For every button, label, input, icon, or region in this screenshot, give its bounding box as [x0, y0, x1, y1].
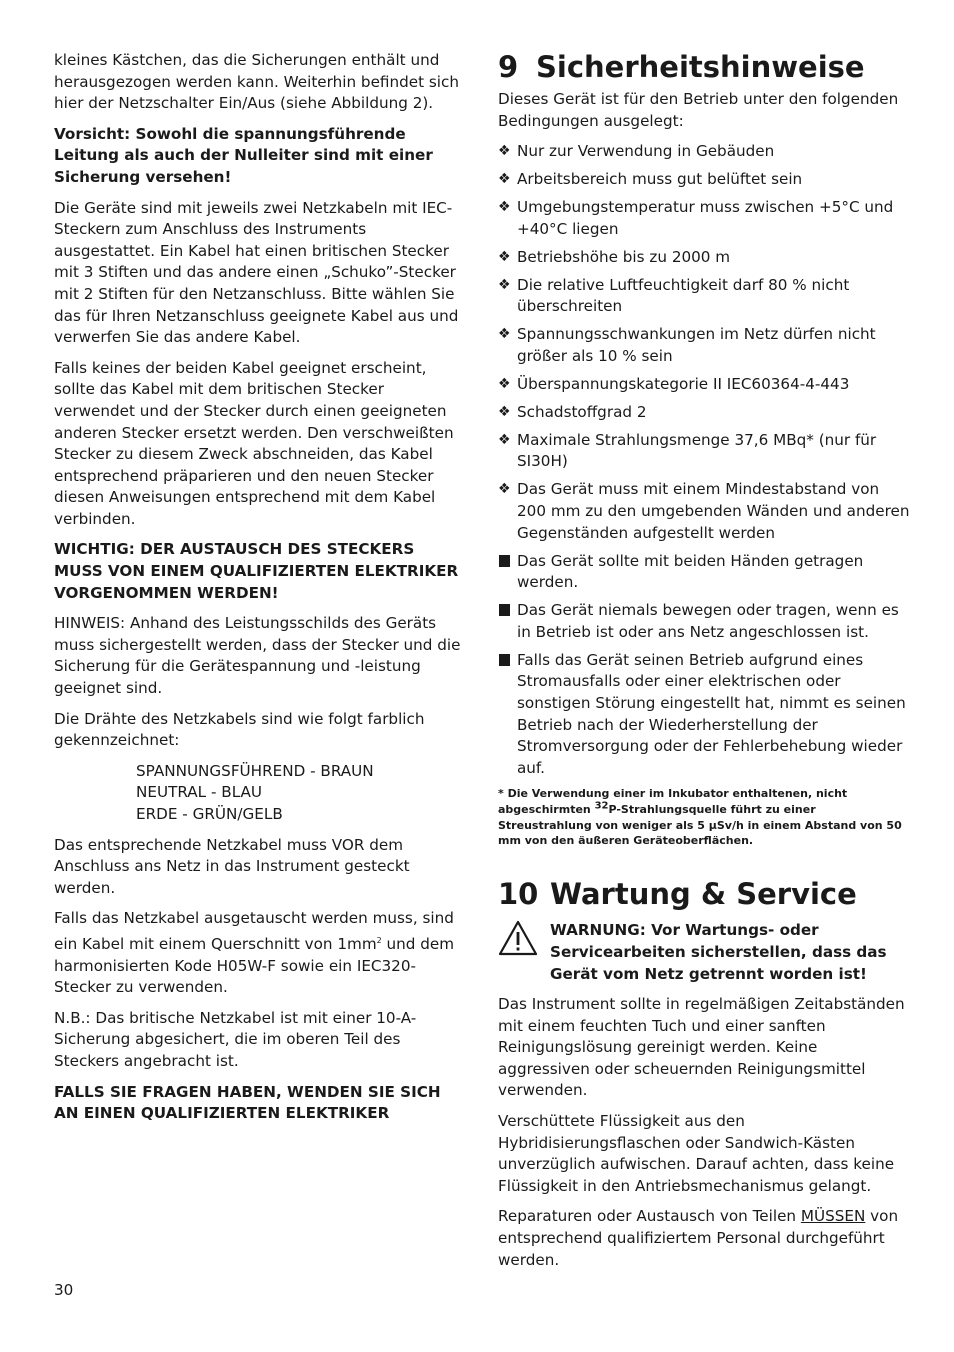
warning-text: WARNUNG: Vor Wartungs- oder Servicearbeiten sicherstellen, dass das Gerät vom Netz getrennt worden ist!	[550, 921, 887, 983]
list-item: ❖ Schadstoffgrad 2	[498, 402, 912, 424]
diamond-bullet-icon: ❖	[498, 248, 511, 265]
right-column	[498, 50, 912, 1280]
page-number: 30	[54, 1281, 74, 1299]
square-bullet-icon	[499, 555, 510, 567]
paragraph-plug-replacement: Falls keines der beiden Kabel geeignet erscheint, sollte das Kabel mit dem britischen Stecker verwendet und der Stecker durch einen geeigneten anderen Stecker ersetzt werden. Den verschweißten Stecker zu diesem Zweck abschneiden, das Kabel entsprechend präparieren und den neuen Stecker diesen Anweisungen entsprechend mit dem Kabel verbinden.	[54, 358, 454, 528]
wire-live: SPANNUNGSFÜHREND - BRAUN	[136, 761, 374, 780]
paragraph-cable-spec: Falls das Netzkabel ausgetauscht werden muss, sind ein Kabel mit einem Querschnitt von $1mm^2$ und dem harmonisierten Kode H05W-F sowie ein IEC320-Stecker zu verwenden.	[54, 909, 455, 997]
list-item: ❖ Arbeitsbereich muss gut belüftet sein	[498, 169, 912, 191]
diamond-bullet-icon: ❖	[498, 481, 511, 498]
diamond-bullet-icon: ❖	[498, 403, 511, 420]
list-item: ❖ Die relative Luftfeuchtigkeit darf 80 % nicht überschreiten	[498, 275, 850, 316]
radiation-footnote: * Die Verwendung einer im Inkubator enthaltenen, nicht abgeschirmten $^{32}$P-Strahlungsquelle führt zu einer Streustrahlung von weniger als 5 µSv/h in einem Abstand von 50 mm von den äußeren Geräteoberflächen.	[498, 786, 902, 848]
rules-list	[498, 551, 912, 780]
wire-neutral: NEUTRAL - BLAU	[136, 783, 263, 802]
list-item: Das Gerät sollte mit beiden Händen getragen werden.	[498, 551, 912, 594]
wire-earth: ERDE - GRÜN/GELB	[136, 805, 283, 823]
diamond-bullet-icon: ❖	[498, 276, 511, 293]
paragraph-power-cables: Die Geräte sind mit jeweils zwei Netzkabeln mit IEC-Steckern zum Anschluss des Instruments ausgestattet. Ein Kabel hat einen britischen Stecker mit 3 Stiften und das andere einen „Schuko”-Stecker mit 2 Stiften für den Netzanschluss. Bitte wählen Sie das für Ihren Netzanschluss geeignete Kabel aus und verwerfen Sie das andere Kabel.	[54, 198, 459, 347]
list-item: ❖ Spannungsschwankungen im Netz dürfen nicht größer als 10 % sein	[498, 325, 876, 365]
paragraph-nb-fuse: N.B.: Das britische Netzkabel ist mit einer 10-A-Sicherung abgesichert, die im oberen Teil des Steckers angebracht ist.	[54, 1008, 417, 1070]
list-item: ❖ Das Gerät muss mit einem Mindestabstand von 200 mm zu den umgebenden Wänden und anderen Gegenständen aufgestellt werden	[498, 480, 910, 542]
left-column	[54, 50, 468, 1134]
paragraph-repairs: Reparaturen oder Austausch von Teilen MÜSSEN von entsprechend qualifiziertem Personal durchgeführt werden.	[498, 1207, 899, 1269]
paragraph-cable-before-connect: Das entsprechende Netzkabel muss VOR dem Anschluss ans Netz in das Instrument gesteckt werden.	[54, 835, 410, 897]
diamond-bullet-icon: ❖	[498, 143, 511, 160]
list-item: ❖ Maximale Strahlungsmenge 37,6 MBq* (nur für SI30H)	[498, 430, 877, 471]
conditions-list	[498, 141, 912, 544]
list-item: ❖ Betriebshöhe bis zu 2000 m	[498, 247, 912, 269]
paragraph-spills: Verschüttete Flüssigkeit aus den Hybridisierungsflaschen oder Sandwich-Kästen unverzüglich aufwischen. Darauf achten, dass keine Flüssigkeit in den Antriebsmechanismus gelangt.	[498, 1112, 895, 1195]
diamond-bullet-icon: ❖	[498, 199, 511, 216]
important-note: WICHTIG: DER AUSTAUSCH DES STECKERS MUSS VON EINEM QUALIFIZIERTEN ELEKTRIKER VORGENOMMEN WERDEN!	[54, 540, 459, 602]
list-item: ❖ Überspannungskategorie II IEC60364-4-443	[498, 374, 912, 396]
list-item: ❖ Nur zur Verwendung in Gebäuden	[498, 141, 912, 163]
paragraph-hinweis: HINWEIS: Anhand des Leistungsschilds des Geräts muss sichergestellt werden, dass der Stecker und die Sicherung für die Gerätespannung und -leistung geeignet sind.	[54, 614, 461, 698]
list-item: Falls das Gerät seinen Betrieb aufgrund eines Stromausfalls oder einer elektrischen oder sonstigen Störung eingestellt hat, nimmt es seinen Betrieb nach der Wiederherstellung der Stromversorgung oder der Fehlerbehebung wieder auf.	[498, 650, 912, 780]
diamond-bullet-icon: ❖	[498, 431, 511, 448]
diamond-bullet-icon: ❖	[498, 171, 511, 188]
paragraph-fuse-box: kleines Kästchen, das die Sicherungen enthält und herausgezogen werden kann. Weiterhin befindet sich hier der Netzschalter Ein/Aus (siehe Abbildung 2).	[54, 51, 459, 113]
caution-note: Vorsicht: Sowohl die spannungsführende Leitung als auch der Nulleiter sind mit einer Sicherung versehen!	[54, 124, 433, 186]
warning-triangle-icon	[498, 920, 538, 956]
square-bullet-icon	[499, 604, 510, 616]
section-9-heading: 9 Sicherheitshinweise	[498, 50, 865, 84]
warning-block	[498, 920, 912, 985]
diamond-bullet-icon: ❖	[498, 326, 511, 343]
paragraph-wire-colors: Die Drähte des Netzkabels sind wie folgt farblich gekennzeichnet:	[54, 709, 425, 750]
diamond-bullet-icon: ❖	[498, 375, 511, 392]
square-bullet-icon	[499, 654, 510, 666]
list-item: Das Gerät niemals bewegen oder tragen, wenn es in Betrieb ist oder ans Netz angeschlossen ist.	[498, 600, 912, 643]
section-10-heading: 10 Wartung & Service	[498, 877, 857, 912]
questions-note: FALLS SIE FRAGEN HABEN, WENDEN SIE SICH AN EINEN QUALIFIZIERTEN ELEKTRIKER	[54, 1082, 441, 1123]
section-9-intro: Dieses Gerät ist für den Betrieb unter den folgenden Bedingungen ausgelegt:	[498, 90, 899, 130]
wire-color-list	[54, 761, 468, 826]
paragraph-cleaning: Das Instrument sollte in regelmäßigen Zeitabständen mit einem feuchten Tuch und einer sanften Reinigungslösung gereinigt werden. Keine aggressiven oder scheuernden Reinigungsmittel verwenden.	[498, 995, 905, 1100]
list-item: ❖ Umgebungstemperatur muss zwischen +5°C und +40°C liegen	[498, 198, 894, 238]
